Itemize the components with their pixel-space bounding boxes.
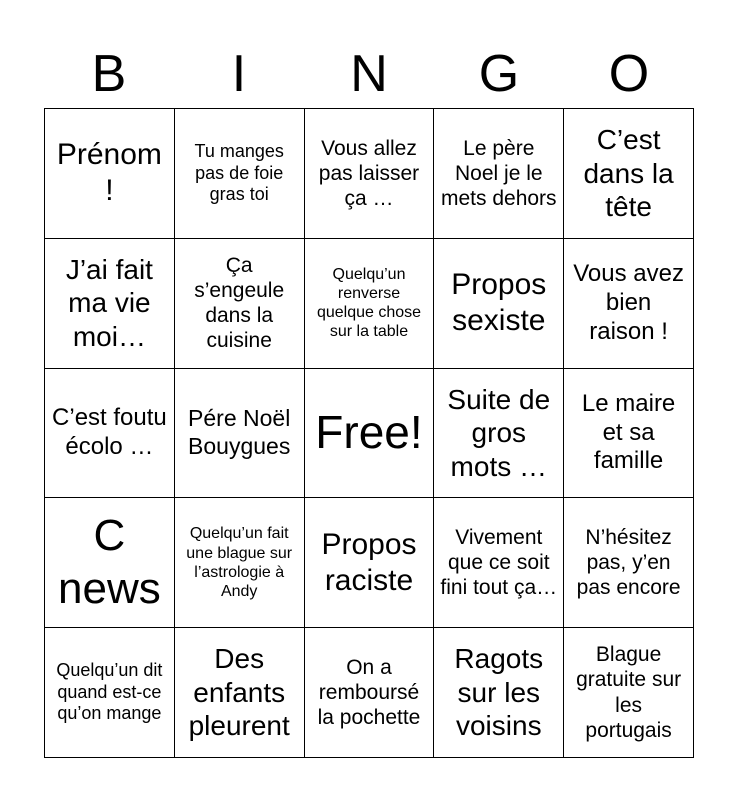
bingo-cell-text: C news <box>58 510 161 613</box>
bingo-cell-text: Blague gratuite sur les portugais <box>576 643 682 742</box>
header-letter-i: I <box>231 45 247 103</box>
bingo-cell[interactable] <box>305 628 435 758</box>
bingo-cell-text: Ça s’engeule dans la cuisine <box>194 253 285 353</box>
bingo-cell[interactable] <box>564 109 694 239</box>
bingo-cell-text: Quelqu’un dit quand est-ce qu’on mange <box>56 660 163 724</box>
bingo-cell-text: C’est foutu écolo … <box>52 404 167 460</box>
bingo-cell[interactable] <box>564 628 694 758</box>
bingo-cell-text: Le père Noel je le mets dehors <box>441 136 557 210</box>
bingo-cell[interactable] <box>564 369 694 499</box>
bingo-cell-text: Suite de gros mots … <box>447 383 551 482</box>
bingo-cell[interactable] <box>175 628 305 758</box>
bingo-cell[interactable] <box>434 628 564 758</box>
bingo-cell-text: Le maire et sa famille <box>581 389 676 475</box>
bingo-cell[interactable] <box>564 498 694 628</box>
bingo-cell[interactable] <box>564 239 694 369</box>
bingo-cell[interactable] <box>305 498 435 628</box>
bingo-cell-text: Tu manges pas de foie gras toi <box>194 141 284 205</box>
bingo-cell[interactable] <box>175 369 305 499</box>
header-letter-n: N <box>350 45 388 103</box>
bingo-cell[interactable] <box>45 109 175 239</box>
bingo-cell[interactable] <box>434 369 564 499</box>
bingo-cell[interactable] <box>45 369 175 499</box>
bingo-cell[interactable] <box>175 498 305 628</box>
bingo-cell-text: Propos raciste <box>321 527 417 597</box>
bingo-cell[interactable] <box>45 498 175 628</box>
bingo-cell-text: Vous avez bien raison ! <box>573 260 684 345</box>
header-letter-b: B <box>91 45 127 103</box>
bingo-cell-text: Des enfants pleurent <box>188 643 290 742</box>
bingo-cell-text: Pére Noël Bouygues <box>188 405 291 459</box>
free-space-text: Free! <box>315 406 423 459</box>
bingo-cell[interactable] <box>45 628 175 758</box>
bingo-cell[interactable] <box>305 239 435 369</box>
bingo-cell[interactable] <box>434 498 564 628</box>
header-letter-o: O <box>608 45 650 103</box>
bingo-cell-text: Ragots sur les voisins <box>454 643 544 742</box>
header-letter-g: G <box>478 45 520 103</box>
bingo-cell[interactable] <box>175 239 305 369</box>
bingo-cell-text: N’hésitez pas, y’en pas encore <box>576 526 681 600</box>
bingo-card <box>44 108 694 758</box>
bingo-cell-text: Quelqu’un fait une blague sur l’astrologie à Andy <box>186 525 293 600</box>
bingo-cell[interactable] <box>434 109 564 239</box>
bingo-cell-text: Vivement que ce soit fini tout ça… <box>440 526 558 600</box>
bingo-header <box>44 42 694 106</box>
bingo-cell-text: Vous allez pas laisser ça … <box>318 136 420 210</box>
bingo-cell-text: J’ai fait ma vie moi… <box>65 253 153 352</box>
bingo-cell-text: Quelqu’un renverse quelque chose sur la table <box>316 265 422 341</box>
bingo-cell-text: Propos sexiste <box>451 268 547 338</box>
bingo-cell-text: On a remboursé la pochette <box>317 655 421 730</box>
bingo-cell[interactable] <box>175 109 305 239</box>
bingo-cell-text: Prénom ! <box>56 138 162 208</box>
bingo-cell[interactable] <box>305 109 435 239</box>
bingo-cell[interactable] <box>434 239 564 369</box>
bingo-cell[interactable] <box>45 239 175 369</box>
free-space[interactable] <box>305 369 435 499</box>
bingo-cell-text: C’est dans la tête <box>583 124 674 223</box>
